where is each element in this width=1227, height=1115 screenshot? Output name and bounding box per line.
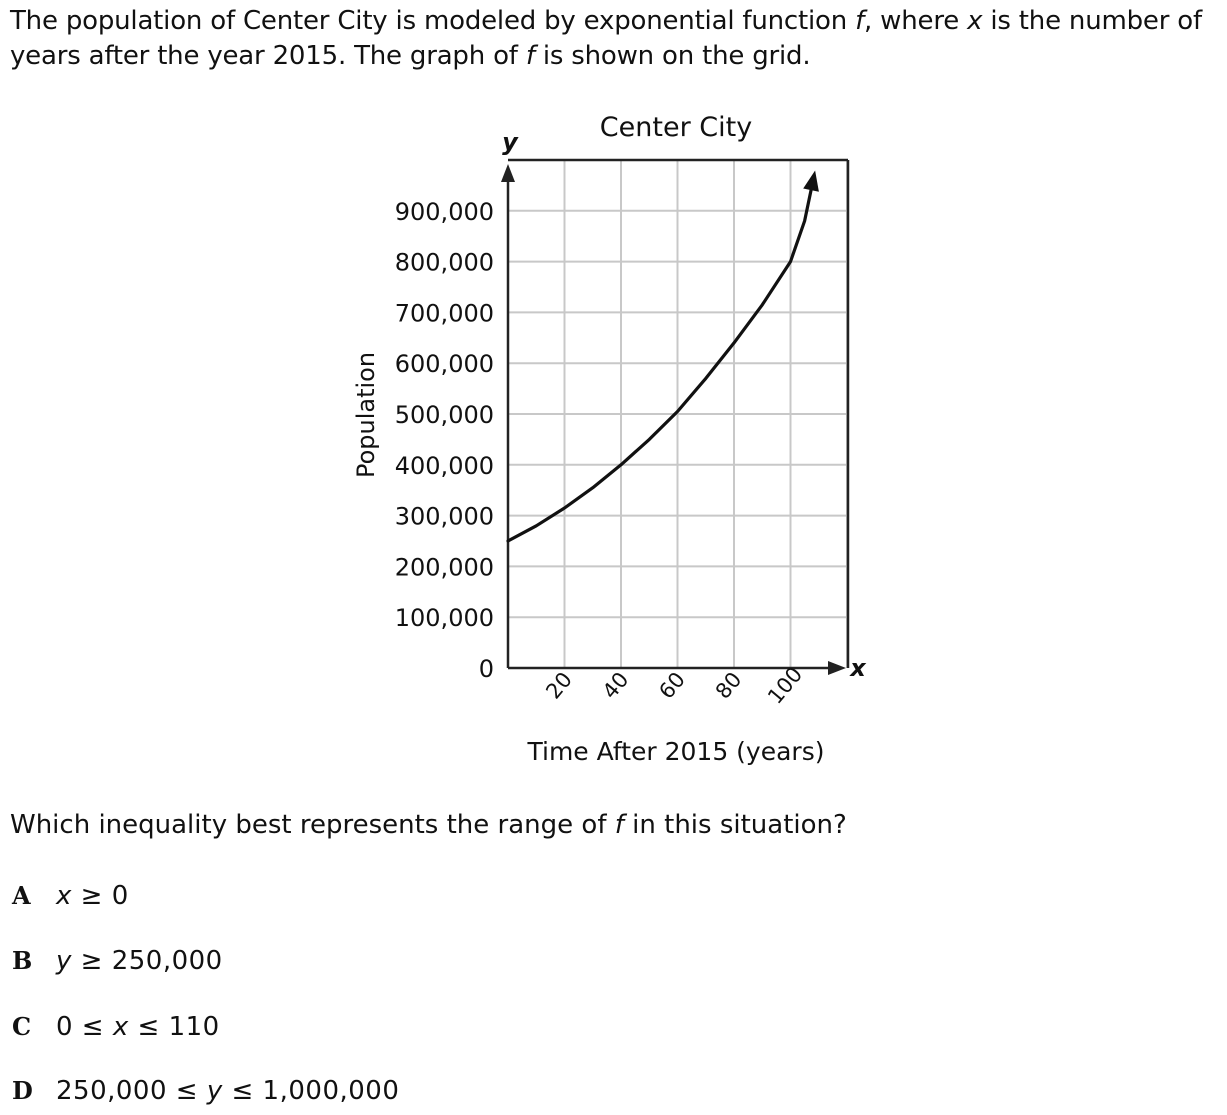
problem-text: years after the year 2015. The graph of (10, 41, 526, 71)
choice-text: 0 ≤ (56, 1012, 113, 1042)
y-tick-label: 900,000 (394, 197, 494, 226)
series (508, 171, 819, 542)
x-tick-label: 20 (541, 667, 577, 704)
function-symbol: f (525, 41, 535, 71)
x-axis-symbol: x (850, 654, 866, 682)
question-text: Which inequality best represents the range of (10, 810, 615, 840)
problem-text: is shown on the grid. (534, 41, 811, 71)
choice-a[interactable] (12, 878, 129, 914)
y-tick-label: 700,000 (394, 299, 494, 328)
problem-text: , where (864, 6, 968, 36)
y-tick-label: 400,000 (394, 451, 494, 480)
y-tick-label: 600,000 (394, 350, 494, 379)
choice-c[interactable] (12, 1009, 220, 1045)
variable-symbol: x (967, 6, 983, 36)
choice-variable: y (206, 1076, 223, 1106)
choice-text: ≤ 1,000,000 (222, 1076, 400, 1106)
choice-variable: x (112, 1012, 129, 1042)
problem-text: is the number of (982, 6, 1202, 36)
x-tick-labels (541, 662, 807, 708)
choice-variable: y (56, 946, 72, 976)
choice-text: ≥ 250,000 (71, 946, 223, 976)
choice-text: ≤ 110 (128, 1012, 220, 1042)
choice-letter: A (12, 881, 31, 910)
choice-b[interactable] (12, 943, 223, 979)
y-axis-label: Population (352, 351, 380, 479)
choice-letter: B (12, 946, 33, 975)
choice-expression (56, 881, 129, 911)
question (10, 807, 847, 843)
y-axis-arrow-icon (501, 164, 515, 182)
choice-variable: x (56, 881, 72, 911)
series-arrow-icon (803, 171, 819, 192)
choice-expression (56, 946, 223, 976)
y-axis-symbol: y (502, 128, 518, 156)
y-tick-label: 800,000 (394, 248, 494, 277)
y-tick-label: 0 (478, 655, 494, 683)
axes (501, 160, 848, 675)
question-text: in this situation? (623, 810, 847, 840)
x-tick-label: 80 (710, 667, 747, 704)
y-tick-label: 100,000 (394, 604, 494, 633)
x-tick-label: 40 (597, 667, 634, 704)
y-tick-labels (395, 198, 494, 683)
x-axis-label: Time After 2015 (years) (527, 737, 825, 766)
grid-lines (508, 160, 848, 668)
y-tick-label: 500,000 (394, 401, 494, 429)
series-line (508, 180, 813, 541)
y-tick-label: 200,000 (394, 553, 494, 582)
choice-expression (56, 1012, 220, 1042)
choice-d[interactable] (12, 1073, 399, 1109)
choice-letter: D (12, 1076, 33, 1105)
function-symbol: f (614, 810, 624, 840)
y-tick-label: 300,000 (394, 502, 494, 531)
problem-text: The population of Center City is modeled by exponential function (10, 6, 856, 36)
choice-text: ≥ 0 (71, 881, 129, 911)
x-tick-label: 60 (654, 667, 690, 704)
x-axis-arrow-icon (828, 661, 846, 675)
choice-expression (56, 1076, 399, 1106)
chart-title: Center City (599, 112, 753, 143)
choice-text: 250,000 ≤ (56, 1076, 207, 1106)
choice-letter: C (12, 1012, 32, 1041)
x-tick-label: 100 (763, 662, 808, 709)
function-symbol: f (855, 6, 865, 36)
